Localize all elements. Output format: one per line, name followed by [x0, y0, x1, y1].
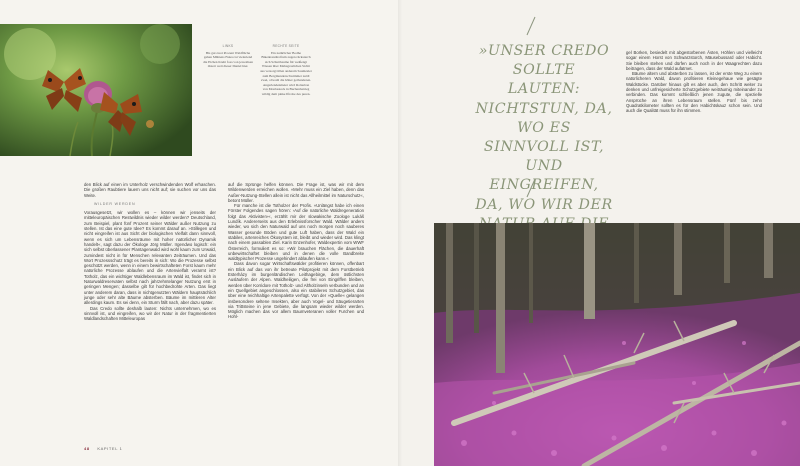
caption-left-title: LINKS [222, 44, 234, 48]
paragraph: auf die Sprünge helfen können. Die Frage ist, was wir mit dem Wildenwerden erreichen wollen. »Mehr muss ein Ziel haben, denn das Außer-Nutzung-Stellen allein ist nicht das Allheilmittel im Naturschutz«, betont Müller. [228, 182, 364, 203]
body-column-1 [84, 182, 216, 321]
butterfly-photo [0, 24, 192, 156]
body-column-2 [228, 182, 364, 320]
pull-quote: »UNSER CREDO SOLLTE LAUTEN: NICHTSTUN, DA, WO ES SINNVOLL IST, UND EINGREIFEN, DA, WO WIR DER [475, 43, 613, 213]
paragraph: Dass davon sogar Wirtschaftswälder profitieren können, offenbart ein Blick auf das von ihr betreute Pilotprojekt mit dem Forstbetrieb Esterházy im burgenländischen Leithagebirge, dem östlichsten Ausläufern der Alpen. Waldheiligen, die frei von Eingriffen bleiben, werden über Korridore mit Totholz- und Altholzinseln verbunden und an ein Quellgebiet angeschlossen, also ein stabileres Schutzgebiet, das über eine reichhaltige Artenpalette verfügt. Von der »Quelle« gelangen insbesondere seltene Insekten, aber auch Vogel- und Säugetierarten via Trittsteine in jene Gebiete, die langsam wieder wilder werden. Möglich machen das vor allem Baumveteranen voller Furchen und Hohl- [228, 261, 364, 320]
caption-right-text: Ein natürlicher Bodhe Bikentrendtroftum zugen rücksterch sich Schuttbaume für weißengt Wiesen über Mahagraslichen Sichtt aus versorgt üllen anderem Saumzeler zum Bergmunderschwimmer zuöll zwei, obwohl die höher getbanderen. Angerlendenmeter wird Rolaubon von Monbesteck in Buchenbetrieg wildig dem pinke Iftrohe des puren. [260, 50, 312, 96]
butterfly-illustration [0, 24, 192, 156]
forest-illustration [434, 223, 800, 466]
paragraph: gel Borken, besiedelt mit abgestorbenen Ästen, Höhlen und vielleicht sogar einem Horst von Schwarzstorch, Mäusebussard oder Habicht. Sie bleiben stehen und dürfen auch noch in der Waagrechten dazu beitragen, dass der Wald aufatmet. [626, 50, 762, 71]
caption-left [202, 44, 254, 69]
paragraph: Bäume altern und absterben zu lassen, ist der erste Weg zu einem natürlicheren Wald, davon profitieren Kleinegehaue wie gesägte Waldstücke. Darüber hinaus gilt es aber auch, den Schritt weiter zu denken und unfreigesicherte Schutzgebiete weiträumig miteinander zu verbinden. Das kommt schließlich jenen zugute, die spezielle Ansprüche an ihren Lebensraum stellen. Fünf bis zehn Quadratkilometer sollten es für den Habichtskauz schon sein. Und auch die Qualität muss für ihn stimmen. [626, 71, 762, 114]
body-column-3 [626, 50, 762, 114]
quote-slash-bottom [524, 178, 538, 204]
forest-heather-photo [434, 223, 800, 466]
page-footer [84, 446, 122, 451]
paragraph: Für manche ist die Totholzer der Profis. »Unlängst habe ich einen Förster Folgendes sagen hören: ›Auf die natürliche Waldregeneration folgt das Aktivisten‹«, erzählt mir der slowakische Zoologe Lukáš Lundík. Andererseits aus den Erlebnissforscher Wald. Wälder anders wieder, wo sich den Naturwald auf uns noch morgen noch sauberes Wasser gesunde Böden und gute Luft haben, dass der Wald ein stabiles, artenreiches Ökosystem ist, bleibt und wieder wird. Das klingt nach einem passablen Ziel. Karin Enzenhofer, Waldexpertin vom WWF Österreich, formuliert es so: »Wir brauchen Flächen, die dauerhaft unbewirtschaftet bleiben und in denen die volle Bandbreite waldtypischer Prozesse ungehindert ablaufen kann.« [228, 203, 364, 262]
caption-right-title: RECHTE SEITE [272, 44, 300, 48]
section-subheading: WILDER WERDEN [94, 201, 136, 206]
page-number: 48 [84, 446, 90, 451]
chapter-label: KAPITEL 1 [97, 446, 123, 451]
paragraph: Das Credo sollte deshalb lauten: Nichts unternehmen, wo es sinnvoll ist, und eingreifen, wo wir der Natur in der fragmentierten Waldlandschaften Mitteleuropas [84, 305, 216, 322]
paragraph: Vorausgesetzt, wir wollen es – können wir jenseits der mitteleuropäischen Restwildnis wieder wilder werden? Deutschland, zum Beispiel, plant fünf Prozent seiner Wälder außer Nutzung zu stellen. Ist das eine gute Idee? Es kommt darauf an. »Stillegen und nicht eingreifen ist aus Sicht der biologischen Vielfalt dann sinnvoll, wenn es sich um Lebensräume mit hoher natürlicher Dynamik handelt«, sagt dazu der Ökologe Jörg Müller. Irgendwo logisch: ein sich selbst überlassener Plantagenwald wird wohl kaum zum Urwald, zumindest nicht in für Menschen relevanten Zeiträumen. Und das Wort Prozessschutz trägt es bereits in sich: Wo die Prozesse selbst geschützt werden, wenn in einem bewirtschafteten Forst kaum mehr natürliche Prozesse ablaufen und die Artenvielfalt verarmt ist? Totholz, das ein wichtiger Waldlebensraum im Wald ist, findet sich in Naturwaldreservaten selbst nach jahrzehntelanger Nutzung erst in geringen Mengen; dasselbe gilt für hochbedrohte Arten. Das liegt unter anderem daran, dass in nichtgenutzten Wäldern hauptsächlich junge oder sehr alte Bäume absterben. Bäume im mittleren Alter allerdings kaum. Es sei denn, ein Sturm fällt nach, aber dazu später. [84, 210, 216, 306]
caption-right [260, 44, 312, 97]
book-gutter [398, 0, 402, 466]
paragraph: den Blick auf einen im Unterholz verschwindenden Wolf erhaschen. Die großen Raubtiere lauern uns nicht auf; sie suchen vor uns das Weite. [84, 182, 216, 198]
quote-slash-top [524, 16, 538, 42]
caption-left-text: Bis gut zwei Prozent Waldfläche gehen Mähtens Fukos ist vieleriend die Eichen Kreht fosa von jeweidsen Ostert weit dieser Daniel hier. [203, 50, 253, 69]
